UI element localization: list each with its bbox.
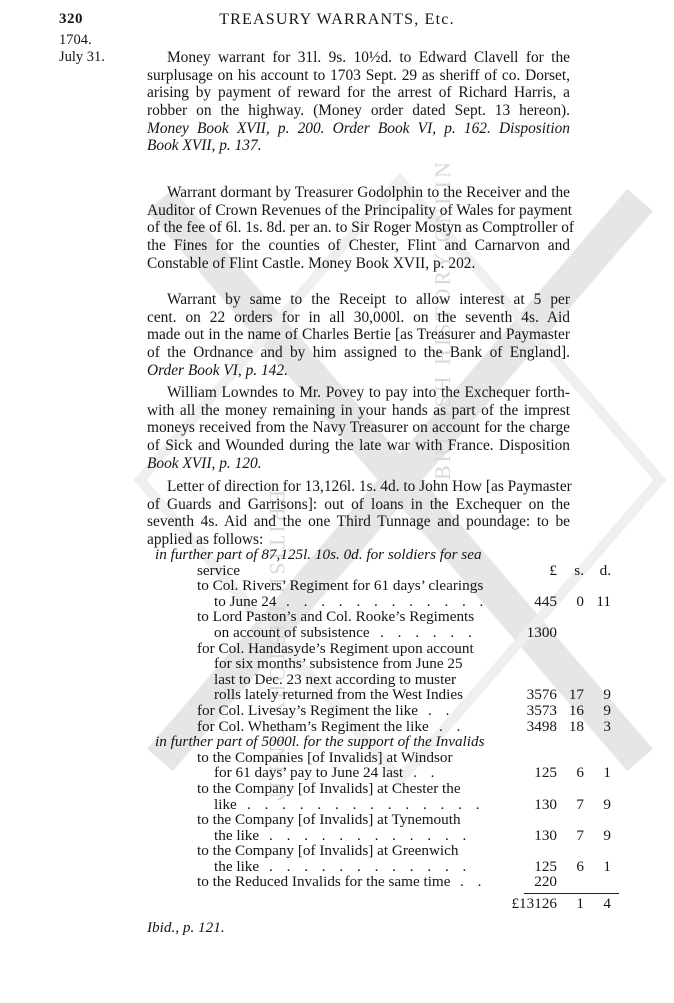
svg-text:BRITISH HISTORY ONLINE: BRITISH HISTORY ONLINE <box>430 160 455 480</box>
para-line: with all the money remaining in your hands as part of the imprest <box>147 401 570 419</box>
para-line: Book XVII, p. 137. <box>147 137 262 155</box>
row-text: on account of subsistence <box>214 623 370 641</box>
para-line: of the Ordnance and by him assigned to the Bank of England]. <box>147 344 570 362</box>
amount-pence: 1 <box>603 857 611 875</box>
amount-shillings: 0 <box>576 592 584 610</box>
entry-mostyn-warrant <box>147 184 575 272</box>
para-line: cent. on 22 orders for in all 30,000l. on the seventh 4s. Aid <box>147 308 570 326</box>
amount-shillings: 16 <box>568 701 584 719</box>
ibid-reference: Ibid., p. 121. <box>147 919 225 936</box>
leader-dots: . . . . . . . . . . . . <box>286 592 489 610</box>
row-text: in further part of 87,125l. 10s. 0d. for soldiers for sea <box>155 546 482 563</box>
accounts-table <box>147 547 619 912</box>
table-row <box>147 547 619 563</box>
row-text: like <box>214 795 237 813</box>
amount-pence: 1 <box>603 764 611 782</box>
currency-header-pence: d. <box>599 561 611 579</box>
entry-clavell-warrant <box>147 49 570 155</box>
entry-bertie-interest-warrant <box>147 291 570 379</box>
row-text: to the Companies [of Invalids] at Windsor <box>197 748 453 766</box>
leader-dots: . . <box>413 764 440 782</box>
table-row <box>147 812 619 828</box>
para-line: applied as follows: <box>147 531 264 549</box>
para-line: Auditor of Crown Revenues of the Principality of Wales for payment <box>147 201 573 219</box>
entry-how-letter-of-direction <box>147 478 570 549</box>
total-rule <box>524 893 619 894</box>
amount-pounds: 3576 <box>526 686 557 704</box>
row-text: the like <box>214 826 260 844</box>
para-line: Money Book XVII, p. 200. Order Book VI, p. 162. Disposition <box>147 119 570 137</box>
row-text: to the Company [of Invalids] at Tynemouth <box>197 811 461 829</box>
total-pence: 4 <box>603 895 611 913</box>
para-line: Money warrant for 31l. 9s. 10½d. to Edward Clavell for the <box>167 49 570 66</box>
table-row <box>147 625 619 641</box>
amount-pence: 9 <box>603 701 611 719</box>
row-text: for Col. Whetham’s Regiment the like <box>197 717 429 735</box>
para-line: Warrant dormant by Treasurer Godolphin to the Receiver and the <box>167 184 570 201</box>
leader-dots: . . <box>460 873 487 891</box>
amount-pence: 9 <box>603 686 611 704</box>
row-text: service <box>197 561 241 579</box>
leader-dots: . . <box>439 717 466 735</box>
margin-year: 1704. <box>59 32 92 48</box>
amount-shillings: 6 <box>576 857 584 875</box>
table-row <box>147 719 619 735</box>
page-number: 320 <box>59 11 83 27</box>
currency-header-pounds: £ <box>549 561 557 579</box>
row-text: for Col. Handasyde’s Regiment upon account <box>197 639 474 657</box>
table-row <box>147 781 619 797</box>
table-row <box>147 765 619 781</box>
total-row <box>147 896 619 912</box>
table-row <box>147 672 619 688</box>
row-text: rolls lately returned from the West Indies <box>214 686 464 704</box>
table-row <box>147 874 619 890</box>
row-text: to the Reduced Invalids for the same time <box>197 873 451 891</box>
table-row <box>147 609 619 625</box>
amount-pence: 9 <box>603 795 611 813</box>
amount-pence: 11 <box>596 592 611 610</box>
para-line: arising by payment of reward for the arrest of Richard Harris, a <box>147 84 570 102</box>
para-line: robber on the highway. (Money order dated Sept. 13 hereon). <box>147 102 570 120</box>
para-line: Letter of direction for 13,126l. 1s. 4d. to John How [as Paymaster <box>167 478 572 495</box>
para-line: seventh 4s. Aid and the one Third Tunnage and poundage: to be <box>147 513 570 531</box>
row-text: for Col. Livesay’s Regiment the like <box>197 701 419 719</box>
amount-pence: 3 <box>603 717 611 735</box>
amount-pounds: 125 <box>534 764 557 782</box>
row-text: to the Company [of Invalids] at Greenwich <box>197 842 459 860</box>
amount-shillings: 7 <box>576 826 584 844</box>
para-line: Order Book VI, p. 142. <box>147 361 288 379</box>
para-line: of Guards and Garrisons]: out of loans in the Exchequer on the <box>147 495 570 513</box>
running-title: TREASURY WARRANTS, Etc. <box>219 11 455 28</box>
amount-pounds: 3573 <box>526 701 557 719</box>
para-line: of Sick and Wounded during the late war with France. Disposition <box>147 437 570 455</box>
amount-pounds: 3498 <box>526 717 557 735</box>
table-row <box>147 703 619 719</box>
row-text: last to Dec. 23 next according to muster <box>214 670 457 688</box>
amount-pounds: 130 <box>534 795 557 813</box>
table-row <box>147 563 619 579</box>
amount-pence: 9 <box>603 826 611 844</box>
amount-shillings: 7 <box>576 795 584 813</box>
table-row <box>147 734 619 750</box>
currency-header-shillings: s. <box>574 561 584 579</box>
para-line: William Lowndes to Mr. Povey to pay into the Exchequer forth- <box>167 384 570 401</box>
table-row <box>147 578 619 594</box>
row-text: for 61 days’ pay to June 24 last <box>214 764 404 782</box>
para-line: Constable of Flint Castle. Money Book XVII, p. 202. <box>147 254 476 272</box>
amount-pounds: 445 <box>534 592 557 610</box>
amount-pounds: 130 <box>534 826 557 844</box>
svg-text:BRITISH HISTORY ONLINE: BRITISH HISTORY ONLINE <box>265 490 290 800</box>
table-row <box>147 656 619 672</box>
amount-shillings: 6 <box>576 764 584 782</box>
row-text: to June 24 <box>214 592 277 610</box>
para-line: of the fee of 6l. 1s. 8d. per an. to Sir Roger Mostyn as Comptroller of <box>147 219 575 237</box>
amount-shillings: 17 <box>568 686 584 704</box>
table-row <box>147 859 619 875</box>
amount-pounds: 1300 <box>526 623 557 641</box>
table-row <box>147 687 619 703</box>
table-row <box>147 594 619 610</box>
para-line: Warrant by same to the Receipt to allow interest at 5 per <box>167 291 570 308</box>
leader-dots: . . . . . . <box>380 623 477 641</box>
para-line: surplusage on his account to 1703 Sept. 29 as sheriff of co. Dorset, <box>147 66 570 84</box>
row-text: the like <box>214 857 260 875</box>
amount-shillings: 18 <box>568 717 584 735</box>
table-row <box>147 797 619 813</box>
table-row <box>147 641 619 657</box>
row-text: in further part of 5000l. for the support of the Invalids <box>155 733 485 751</box>
para-line: moneys received from the Navy Treasurer on account for the charge <box>147 419 570 437</box>
leader-dots: . . . . . . . . . . . . <box>269 826 472 844</box>
total-shillings: 1 <box>576 895 584 913</box>
para-line: the Fines for the counties of Chester, Flint and Carnarvon and <box>147 237 570 255</box>
leader-dots: . . <box>428 701 455 719</box>
table-row <box>147 843 619 859</box>
para-line: Book XVII, p. 120. <box>147 454 262 472</box>
margin-date: July 31. <box>59 49 105 65</box>
para-line: made out in the name of Charles Bertie [as Treasurer and Paymaster <box>147 326 570 344</box>
row-text: for six months’ subsistence from June 25 <box>214 655 463 673</box>
amount-pounds: 125 <box>534 857 557 875</box>
row-text: to the Company [of Invalids] at Chester the <box>197 779 461 797</box>
leader-dots: . . . . . . . . . . . . <box>269 857 472 875</box>
row-text: to Lord Paston’s and Col. Rooke’s Regiments <box>197 608 475 626</box>
total-pounds: £13126 <box>511 895 557 913</box>
leader-dots: . . . . . . . . . . . . . . <box>247 795 485 813</box>
table-row <box>147 828 619 844</box>
table-row <box>147 750 619 766</box>
row-text: to Col. Rivers’ Regiment for 61 days’ clearings <box>197 577 484 595</box>
entry-povey-letter <box>147 384 570 472</box>
amount-pounds: 220 <box>534 873 557 891</box>
